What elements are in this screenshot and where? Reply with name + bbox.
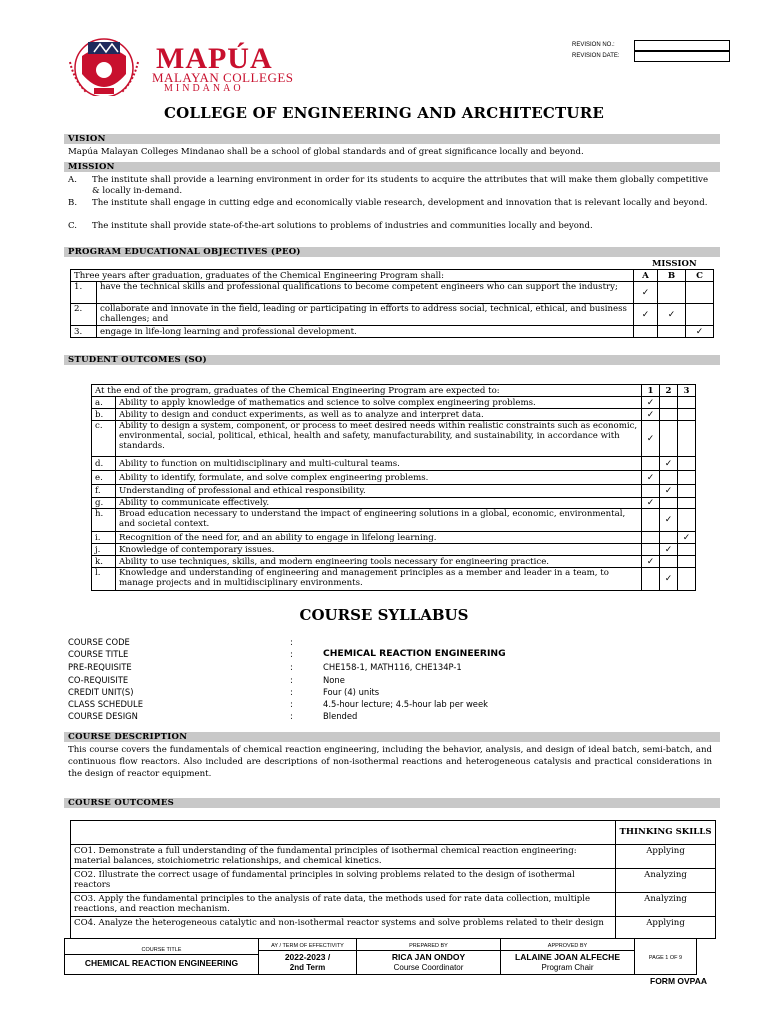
peo-col-header: A [634, 270, 658, 282]
footer-course-label: COURSE TITLE [65, 945, 258, 955]
mission-letter: B. [68, 198, 78, 208]
check-icon [686, 282, 714, 304]
check-icon: ✓ [660, 485, 678, 498]
description-heading: COURSE DESCRIPTION [64, 732, 720, 742]
mission-heading: MISSION [64, 162, 720, 172]
so-letter: c. [92, 421, 116, 457]
so-letter: b. [92, 409, 116, 421]
so-row [92, 568, 696, 591]
so-col-header: 1 [642, 385, 660, 397]
so-letter: l. [92, 568, 116, 591]
thinking-skills-header: THINKING SKILLS [616, 821, 716, 845]
check-icon: ✓ [642, 498, 660, 509]
check-icon: ✓ [660, 457, 678, 471]
footer-table [64, 938, 697, 975]
so-letter: j. [92, 544, 116, 556]
check-icon [642, 532, 660, 544]
field-colon: : [290, 662, 293, 672]
mission-item: The institute shall engage in cutting edge and economically viable research, development and innovation that is relevant locally and beyond. [92, 198, 708, 208]
check-icon [678, 498, 696, 509]
so-row [92, 544, 696, 556]
footer-page-number: PAGE 1 OF 9 [648, 955, 683, 961]
check-icon: ✓ [686, 326, 714, 338]
check-icon: ✓ [634, 304, 658, 326]
so-row [92, 409, 696, 421]
so-heading: STUDENT OUTCOMES (SO) [64, 355, 720, 365]
outcome-row [71, 845, 716, 869]
so-letter: d. [92, 457, 116, 471]
mission-letter: C. [68, 221, 78, 231]
peo-col-header: C [686, 270, 714, 282]
field-label: CLASS SCHEDULE [68, 699, 144, 709]
so-table [91, 384, 696, 591]
so-text: Knowledge of contemporary issues. [116, 544, 642, 556]
mission-letter: A. [68, 175, 77, 185]
so-text: Ability to communicate effectively. [116, 498, 642, 509]
check-icon [678, 421, 696, 457]
footer-approved-label: APPROVED BY [501, 941, 634, 951]
field-value: 4.5-hour lecture; 4.5-hour lab per week [323, 699, 488, 709]
logo-seal-icon [70, 39, 138, 96]
field-label: PRE-REQUISITE [68, 662, 132, 672]
check-icon [678, 509, 696, 532]
footer-prepared-cell [357, 939, 501, 975]
so-col-header: 3 [678, 385, 696, 397]
check-icon [678, 471, 696, 485]
so-row [92, 457, 696, 471]
so-text: Recognition of the need for, and an ability to engage in lifelong learning. [116, 532, 642, 544]
so-row [92, 397, 696, 409]
outcome-skill: Analyzing [616, 869, 716, 893]
revision-no-field [634, 40, 730, 51]
so-text: Knowledge and understanding of engineering and management principles as a member and leader in a team, to manage projects and in multidisciplinary environments. [116, 568, 642, 591]
revision-date-field [634, 51, 730, 62]
peo-text: collaborate and innovate in the field, leading or participating in efforts to address social, technical, ethical, and business challenges; and [97, 304, 634, 326]
outcome-text: CO2. Illustrate the correct usage of fundamental principles in solving problems related to the design of isothermal reactors [71, 869, 616, 893]
field-value: None [323, 675, 345, 685]
check-icon [642, 544, 660, 556]
check-icon [678, 397, 696, 409]
outcome-skill: Applying [616, 845, 716, 869]
footer-ay-cell [259, 939, 357, 975]
check-icon: ✓ [660, 568, 678, 591]
so-text: Ability to design a system, component, or process to meet desired needs within realistic constraints such as economic, environmental, social, political, ethical, health and safety, manufacturability, and sustainability, in accordance with standards. [116, 421, 642, 457]
field-label: COURSE DESIGN [68, 711, 138, 721]
field-colon: : [290, 675, 293, 685]
check-icon [642, 568, 660, 591]
check-icon [642, 509, 660, 532]
so-text: Ability to identify, formulate, and solve complex engineering problems. [116, 471, 642, 485]
footer-term-value: 2nd Term [289, 963, 326, 972]
check-icon [660, 409, 678, 421]
field-value: CHE158-1, MATH116, CHE134P-1 [323, 662, 462, 672]
footer-approved-role: Program Chair [541, 963, 594, 972]
so-text: Ability to design and conduct experiments, as well as to analyze and interpret data. [116, 409, 642, 421]
outcome-skill: Analyzing [616, 893, 716, 917]
field-colon: : [290, 649, 293, 659]
check-icon: ✓ [642, 471, 660, 485]
field-colon: : [290, 699, 293, 709]
check-icon [678, 409, 696, 421]
logo-subtitle-2: MINDANAO [164, 83, 244, 94]
check-icon [660, 498, 678, 509]
check-icon: ✓ [658, 304, 686, 326]
footer-prepared-name: RICA JAN ONDOY [391, 952, 466, 962]
peo-col-header: B [658, 270, 686, 282]
outcomes-table [70, 820, 716, 939]
outcome-skill: Applying [616, 917, 716, 939]
peo-text: engage in life-long learning and professional development. [97, 326, 634, 338]
so-letter: i. [92, 532, 116, 544]
check-icon: ✓ [642, 397, 660, 409]
peo-row [71, 326, 714, 338]
check-icon [678, 544, 696, 556]
check-icon [658, 326, 686, 338]
check-icon [678, 568, 696, 591]
check-icon: ✓ [642, 556, 660, 568]
field-value: Blended [323, 711, 358, 721]
outcomes-heading: COURSE OUTCOMES [64, 798, 720, 808]
check-icon [660, 397, 678, 409]
check-icon [678, 457, 696, 471]
outcome-row [71, 869, 716, 893]
check-icon: ✓ [660, 544, 678, 556]
footer-approved-name: LALAINE JOAN ALFECHE [515, 952, 620, 962]
peo-mission-label: MISSION [652, 259, 697, 269]
outcome-text: CO1. Demonstrate a full understanding of the fundamental principles of isothermal chemical reaction engineering: material balances, stoichiometric relationships, and chemical kinetics. [71, 845, 616, 869]
check-icon [634, 326, 658, 338]
so-text: Ability to function on multidisciplinary and multi-cultural teams. [116, 457, 642, 471]
check-icon [658, 282, 686, 304]
peo-heading: PROGRAM EDUCATIONAL OBJECTIVES (PEO) [64, 247, 720, 257]
field-label: COURSE TITLE [68, 649, 129, 659]
vision-text: Mapúa Malayan Colleges Mindanao shall be a school of global standards and of great significance locally and beyond. [68, 147, 584, 157]
so-row [92, 421, 696, 457]
description-text: This course covers the fundamentals of chemical reaction engineering, including the behavior, analysis, and design of ideal batch, semi-batch, and continuous flow reactors. Also included are descriptions of non-isothermal reactions and heterogeneous catalysis and practical considerations in the design of reactor equipment. [68, 745, 712, 779]
peo-text: have the technical skills and professional qualifications to become competent engineers who can support the industry; [97, 282, 634, 304]
peo-table [70, 269, 714, 338]
logo-name: MAPÚA [156, 42, 273, 75]
outcomes-header-blank [71, 821, 616, 845]
footer-prepared-role: Course Coordinator [393, 963, 464, 972]
outcome-row [71, 917, 716, 939]
so-row [92, 532, 696, 544]
check-icon [642, 485, 660, 498]
check-icon: ✓ [642, 409, 660, 421]
peo-intro: Three years after graduation, graduates of the Chemical Engineering Program shall: [71, 270, 634, 282]
peo-num: 3. [71, 326, 97, 338]
field-label: COURSE CODE [68, 637, 130, 647]
check-icon [660, 471, 678, 485]
vision-heading: VISION [64, 134, 720, 144]
so-letter: g. [92, 498, 116, 509]
revision-date-label: REVISION DATE: [572, 53, 620, 59]
so-text: Ability to use techniques, skills, and modern engineering tools necessary for engineering practice. [116, 556, 642, 568]
so-letter: h. [92, 509, 116, 532]
check-icon [642, 457, 660, 471]
syllabus-title: COURSE SYLLABUS [299, 606, 469, 624]
check-icon: ✓ [660, 509, 678, 532]
mission-item: The institute shall provide state-of-the-art solutions to problems of industries and communities locally and beyond. [92, 221, 593, 231]
field-value: Four (4) units [323, 687, 380, 697]
footer-course-cell [65, 939, 259, 975]
footer-approved-cell [501, 939, 635, 975]
so-letter: k. [92, 556, 116, 568]
mission-item: The institute shall provide a learning environment in order for its students to acquire the attributes that will make them globally competitive & locally in-demand. [92, 175, 709, 196]
form-code: FORM OVPAA [650, 976, 707, 986]
peo-num: 1. [71, 282, 97, 304]
outcome-text: CO3. Apply the fundamental principles to the analysis of rate data, the methods used for rate data collection, multiple reactions, and reaction mechanism. [71, 893, 616, 917]
field-colon: : [290, 711, 293, 721]
footer-page-cell [635, 939, 697, 975]
peo-num: 2. [71, 304, 97, 326]
check-icon [686, 304, 714, 326]
so-row [92, 556, 696, 568]
so-text: Broad education necessary to understand the impact of engineering solutions in a global, economic, environmental, and societal context. [116, 509, 642, 532]
college-title: COLLEGE OF ENGINEERING AND ARCHITECTURE [164, 104, 604, 122]
check-icon: ✓ [678, 532, 696, 544]
check-icon [660, 421, 678, 457]
check-icon [678, 556, 696, 568]
outcome-text: CO4. Analyze the heterogeneous catalytic and non-isothermal reactor systems and solve problems related to their design [71, 917, 616, 939]
peo-row [71, 304, 714, 326]
so-row [92, 509, 696, 532]
peo-row [71, 282, 714, 304]
revision-no-label: REVISION NO.: [572, 42, 615, 48]
so-intro: At the end of the program, graduates of the Chemical Engineering Program are expected to: [92, 385, 642, 397]
field-label: CO-REQUISITE [68, 675, 129, 685]
footer-ay-label: AY / TERM OF EFFECTIVITY [259, 941, 356, 951]
check-icon [678, 485, 696, 498]
so-row [92, 498, 696, 509]
so-col-header: 2 [660, 385, 678, 397]
footer-ay-value: 2022-2023 / [284, 952, 331, 962]
field-label: CREDIT UNIT(S) [68, 687, 134, 697]
footer-prepared-label: PREPARED BY [357, 941, 500, 951]
check-icon [660, 556, 678, 568]
footer-course-title: CHEMICAL REACTION ENGINEERING [84, 957, 239, 968]
logo-subtitle: MALAYAN COLLEGES [152, 70, 294, 85]
so-row [92, 471, 696, 485]
field-colon: : [290, 687, 293, 697]
check-icon [660, 532, 678, 544]
so-row [92, 485, 696, 498]
so-letter: a. [92, 397, 116, 409]
so-letter: e. [92, 471, 116, 485]
check-icon: ✓ [642, 421, 660, 457]
field-colon: : [290, 637, 293, 647]
so-text: Ability to apply knowledge of mathematics and science to solve complex engineering problems. [116, 397, 642, 409]
field-value: CHEMICAL REACTION ENGINEERING [323, 648, 506, 659]
check-icon: ✓ [634, 282, 658, 304]
outcome-row [71, 893, 716, 917]
so-text: Understanding of professional and ethical responsibility. [116, 485, 642, 498]
so-letter: f. [92, 485, 116, 498]
